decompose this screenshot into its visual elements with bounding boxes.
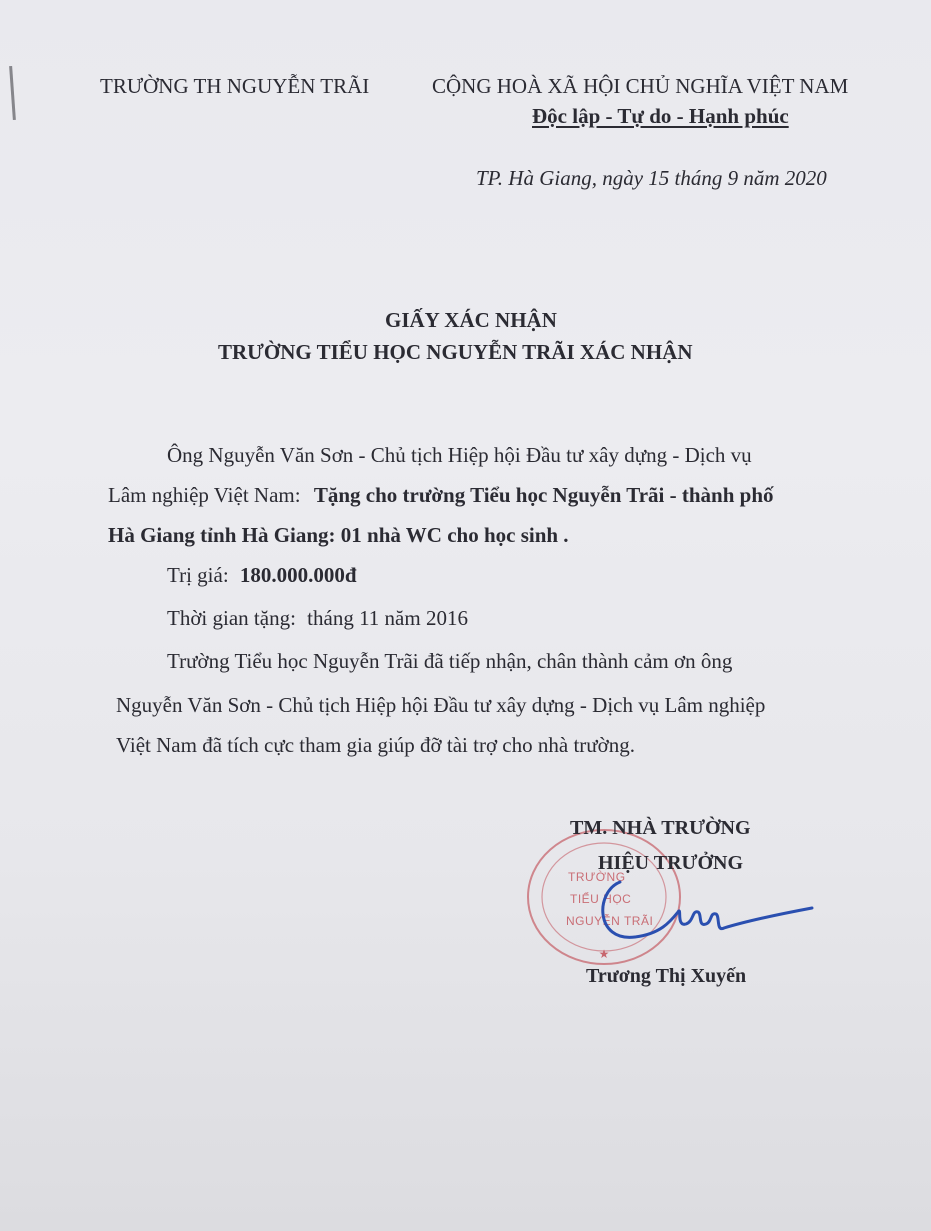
time-value: tháng 11 năm 2016 bbox=[307, 606, 468, 630]
paragraph-1-line-3: Hà Giang tỉnh Hà Giang: 01 nhà WC cho học sinh . bbox=[108, 523, 569, 547]
paragraph-1-line-1: Ông Nguyễn Văn Sơn - Chủ tịch Hiệp hội Đầu tư xây dựng - Dịch vụ bbox=[167, 443, 752, 467]
svg-text:★: ★ bbox=[598, 947, 610, 961]
paragraph-1-line-2 bbox=[108, 483, 774, 508]
margin-pen-mark bbox=[9, 66, 16, 120]
time-label: Thời gian tặng: bbox=[167, 606, 296, 630]
time-row bbox=[167, 606, 468, 631]
value-amount: 180.000.000đ bbox=[239, 563, 357, 587]
stamp-line-1: TRƯỜNG bbox=[568, 870, 626, 884]
document-subtitle: TRƯỜNG TIỂU HỌC NGUYỄN TRÃI XÁC NHẬN bbox=[218, 340, 693, 364]
national-motto: Độc lập - Tự do - Hạnh phúc bbox=[532, 104, 789, 128]
stamp-line-2: TIỂU HỌC bbox=[570, 892, 632, 906]
stamp-line-3: NGUYỄN TRÃI bbox=[566, 914, 654, 928]
paragraph-3-line-1: Trường Tiểu học Nguyễn Trãi đã tiếp nhận, chân thành cảm ơn ông bbox=[167, 649, 733, 673]
republic-title: CỘNG HOÀ XÃ HỘI CHỦ NGHĨA VIỆT NAM bbox=[432, 74, 849, 98]
paragraph-3-line-2: Nguyễn Văn Sơn - Chủ tịch Hiệp hội Đầu tư xây dựng - Dịch vụ Lâm nghiệp bbox=[116, 693, 766, 717]
signature-icon bbox=[590, 872, 820, 952]
on-behalf-label: TM. NHÀ TRƯỜNG bbox=[570, 817, 751, 839]
document-title: GIẤY XÁC NHẬN bbox=[385, 308, 557, 332]
paragraph-1-line-2-bold: Tặng cho trường Tiểu học Nguyễn Trãi - thành phố bbox=[313, 483, 774, 507]
value-label: Trị giá: bbox=[167, 563, 229, 587]
place-date: TP. Hà Giang, ngày 15 tháng 9 năm 2020 bbox=[476, 166, 827, 190]
principal-name: Trương Thị Xuyến bbox=[586, 965, 747, 987]
principal-title: HIỆU TRƯỞNG bbox=[598, 852, 744, 874]
school-name: TRƯỜNG TH NGUYỄN TRÃI bbox=[100, 74, 370, 98]
value-row bbox=[167, 563, 357, 588]
paragraph-1-line-2-normal: Lâm nghiệp Việt Nam: bbox=[108, 483, 301, 507]
paragraph-3-line-3: Việt Nam đã tích cực tham gia giúp đỡ tài trợ cho nhà trường. bbox=[116, 733, 636, 757]
